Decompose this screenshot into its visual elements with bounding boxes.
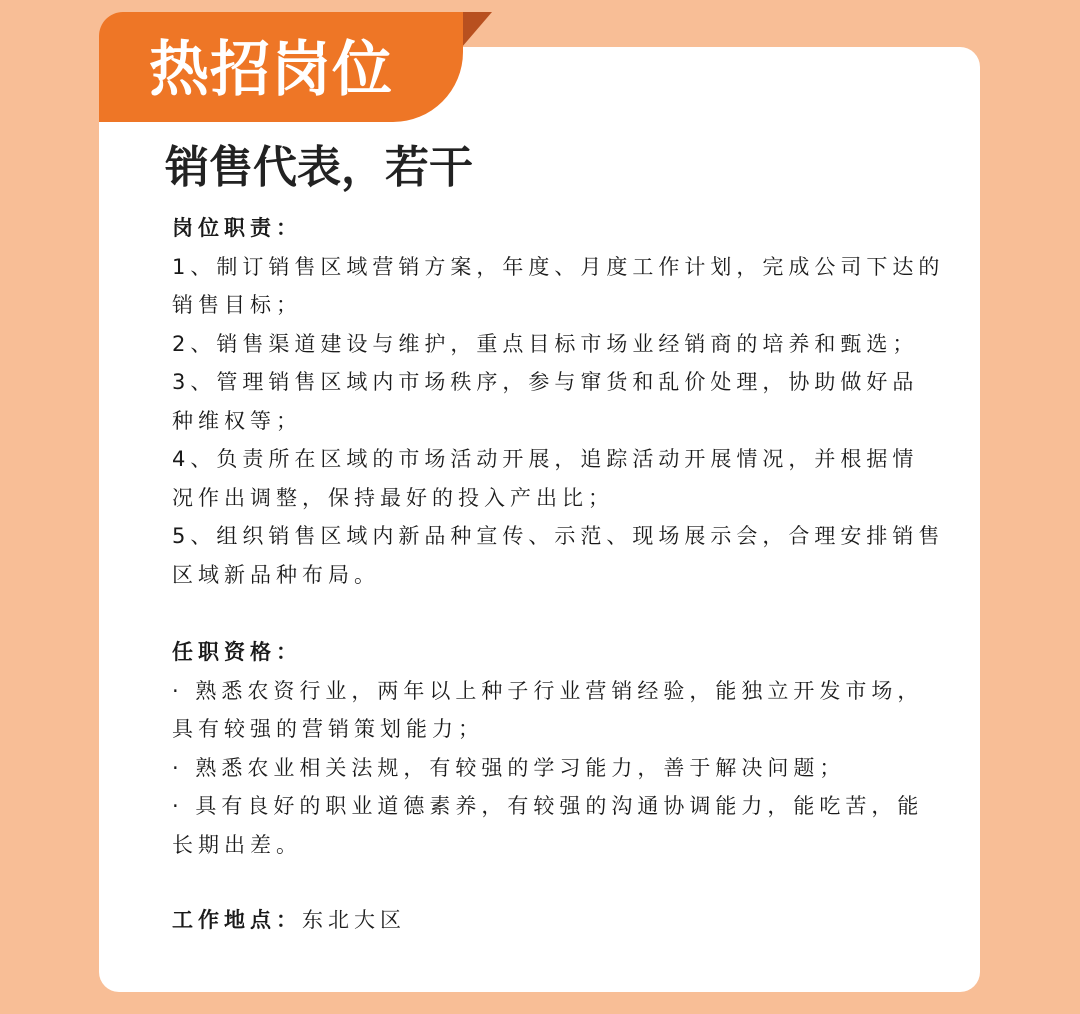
responsibility-line: 2、销售渠道建设与维护，重点目标市场业经销商的培养和甄选； <box>172 331 919 356</box>
badge-title: 热招岗位 <box>149 35 393 105</box>
responsibility-line: 3、管理销售区域内市场秩序，参与窜货和乱价处理，协助做好品 <box>172 370 919 394</box>
responsibilities-heading: 岗位职责： <box>172 216 302 240</box>
responsibility-line: 5、组织销售区域内新品种宣传、示范、现场展示会，合理安排销售 <box>172 524 945 548</box>
work-location-value: 东北大区 <box>302 908 406 932</box>
qualification-line: · 熟悉农资行业，两年以上种子行业营销经验，能独立开发市场， <box>172 678 924 703</box>
responsibility-line: 销售目标； <box>172 293 302 317</box>
responsibility-line: 1、制订销售区域营销方案，年度、月度工作计划，完成公司下达的 <box>172 254 945 279</box>
work-location <box>172 901 406 939</box>
qualification-line: · 熟悉农业相关法规，有较强的学习能力，善于解决问题； <box>172 755 846 780</box>
responsibility-line: 4、负责所在区域的市场活动开展，追踪活动开展情况，并根据情 <box>172 447 919 471</box>
responsibilities-section <box>172 209 952 594</box>
qualifications-section <box>172 633 952 864</box>
qualification-line: · 具有良好的职业道德素养，有较强的沟通协调能力，能吃苦，能 <box>172 794 924 818</box>
qualifications-heading: 任职资格： <box>172 640 302 664</box>
responsibility-line: 况作出调整，保持最好的投入产出比； <box>172 485 614 510</box>
badge-fold <box>462 12 492 47</box>
job-title: 销售代表，若干 <box>165 142 473 193</box>
work-location-label: 工作地点： <box>172 908 302 932</box>
hot-jobs-badge <box>99 12 463 122</box>
responsibility-line: 种维权等； <box>172 408 302 433</box>
qualification-line: 具有较强的营销策划能力； <box>172 717 484 741</box>
qualification-line: 长期出差。 <box>172 832 302 857</box>
responsibility-line: 区域新品种布局。 <box>172 562 380 587</box>
